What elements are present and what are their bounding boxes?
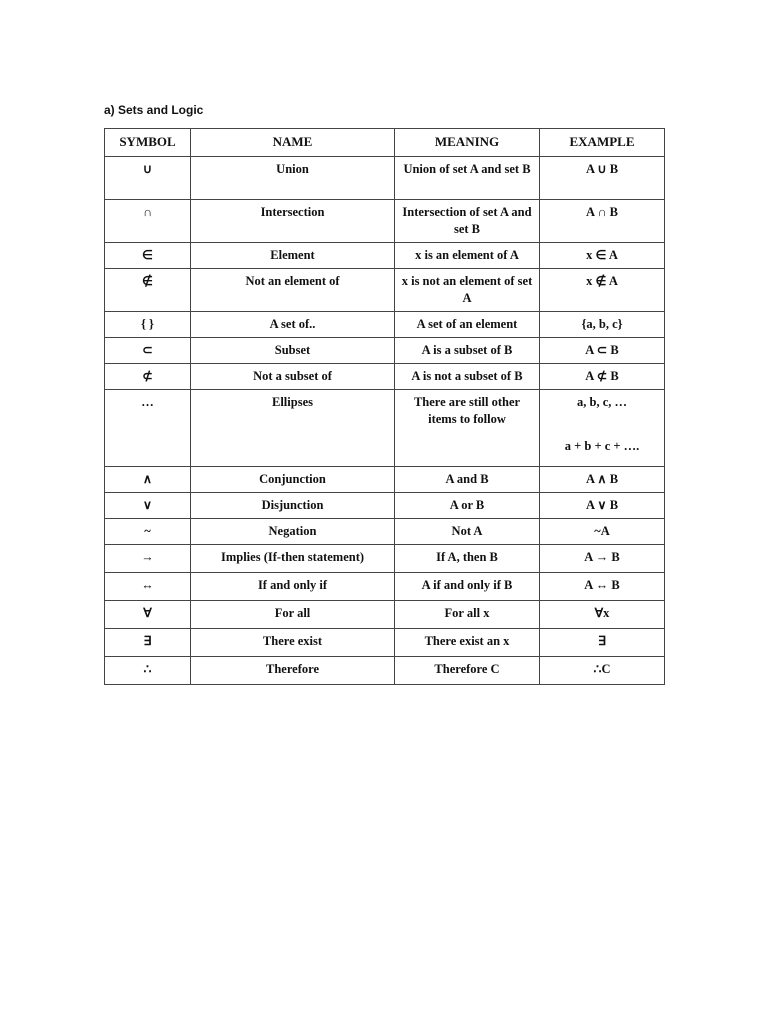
example-cell	[540, 390, 665, 467]
example-cell: ∀x	[540, 601, 665, 629]
table-row	[105, 573, 665, 601]
symbol-cell: ∃	[105, 629, 191, 657]
meaning-cell: x is an element of A	[395, 243, 540, 269]
symbol-cell: ∧	[105, 467, 191, 493]
table-row	[105, 601, 665, 629]
example-line-1: a, b, c, …	[577, 395, 627, 409]
example-cell: x ∉ A	[540, 269, 665, 312]
name-cell: Subset	[191, 338, 395, 364]
meaning-cell: If A, then B	[395, 545, 540, 573]
example-cell: A ∧ B	[540, 467, 665, 493]
symbol-cell: …	[105, 390, 191, 467]
example-cell: A ↔ B	[540, 573, 665, 601]
name-cell: Not a subset of	[191, 364, 395, 390]
sets-logic-table	[104, 128, 665, 685]
table-row	[105, 467, 665, 493]
example-cell: A ⊂ B	[540, 338, 665, 364]
symbol-cell: ⊄	[105, 364, 191, 390]
table-row	[105, 629, 665, 657]
meaning-cell: Therefore C	[395, 657, 540, 685]
table-row	[105, 312, 665, 338]
table-header-row	[105, 129, 665, 157]
name-cell: Negation	[191, 519, 395, 545]
example-cell: ~A	[540, 519, 665, 545]
name-cell: Implies (If-then statement)	[191, 545, 395, 573]
symbol-cell: ∴	[105, 657, 191, 685]
header-example: EXAMPLE	[540, 129, 665, 157]
header-name: NAME	[191, 129, 395, 157]
symbol-cell: ∪	[105, 157, 191, 200]
meaning-cell: A if and only if B	[395, 573, 540, 601]
example-line-2: a + b + c + ….	[564, 439, 640, 453]
meaning-cell: A is not a subset of B	[395, 364, 540, 390]
example-cell: A ⊄ B	[540, 364, 665, 390]
symbol-cell: →	[105, 545, 191, 573]
section-heading: a) Sets and Logic	[104, 103, 204, 117]
symbol-cell: { }	[105, 312, 191, 338]
name-cell: For all	[191, 601, 395, 629]
symbol-cell: ∉	[105, 269, 191, 312]
meaning-cell: Not A	[395, 519, 540, 545]
meaning-cell: There exist an x	[395, 629, 540, 657]
symbol-cell: ~	[105, 519, 191, 545]
header-symbol: SYMBOL	[105, 129, 191, 157]
example-cell: ∃	[540, 629, 665, 657]
symbol-cell: ∨	[105, 493, 191, 519]
table-row	[105, 338, 665, 364]
example-cell: A ∨ B	[540, 493, 665, 519]
table-row	[105, 493, 665, 519]
symbol-cell: ↔	[105, 573, 191, 601]
table-row	[105, 157, 665, 200]
meaning-cell: There are still other items to follow	[395, 390, 540, 467]
name-cell: Element	[191, 243, 395, 269]
example-cell: A → B	[540, 545, 665, 573]
symbol-cell: ∀	[105, 601, 191, 629]
table-row	[105, 519, 665, 545]
table-row	[105, 243, 665, 269]
name-cell: Disjunction	[191, 493, 395, 519]
name-cell: Conjunction	[191, 467, 395, 493]
meaning-cell: Union of set A and set B	[395, 157, 540, 200]
name-cell: Intersection	[191, 200, 395, 243]
meaning-cell: Intersection of set A and set B	[395, 200, 540, 243]
meaning-cell: A set of an element	[395, 312, 540, 338]
meaning-cell: x is not an element of set A	[395, 269, 540, 312]
table-row	[105, 364, 665, 390]
header-meaning: MEANING	[395, 129, 540, 157]
example-cell: x ∈ A	[540, 243, 665, 269]
symbol-cell: ∩	[105, 200, 191, 243]
table-row	[105, 390, 665, 467]
symbol-cell: ∈	[105, 243, 191, 269]
table-row	[105, 545, 665, 573]
table-row	[105, 269, 665, 312]
name-cell: Therefore	[191, 657, 395, 685]
name-cell: Ellipses	[191, 390, 395, 467]
name-cell: Union	[191, 157, 395, 200]
meaning-cell: A and B	[395, 467, 540, 493]
example-cell: A ∪ B	[540, 157, 665, 200]
example-cell: {a, b, c}	[540, 312, 665, 338]
name-cell: If and only if	[191, 573, 395, 601]
table-row	[105, 657, 665, 685]
example-cell: A ∩ B	[540, 200, 665, 243]
table-row	[105, 200, 665, 243]
meaning-cell: A is a subset of B	[395, 338, 540, 364]
meaning-cell: A or B	[395, 493, 540, 519]
name-cell: Not an element of	[191, 269, 395, 312]
meaning-cell: For all x	[395, 601, 540, 629]
name-cell: A set of..	[191, 312, 395, 338]
symbol-cell: ⊂	[105, 338, 191, 364]
example-cell: ∴C	[540, 657, 665, 685]
name-cell: There exist	[191, 629, 395, 657]
